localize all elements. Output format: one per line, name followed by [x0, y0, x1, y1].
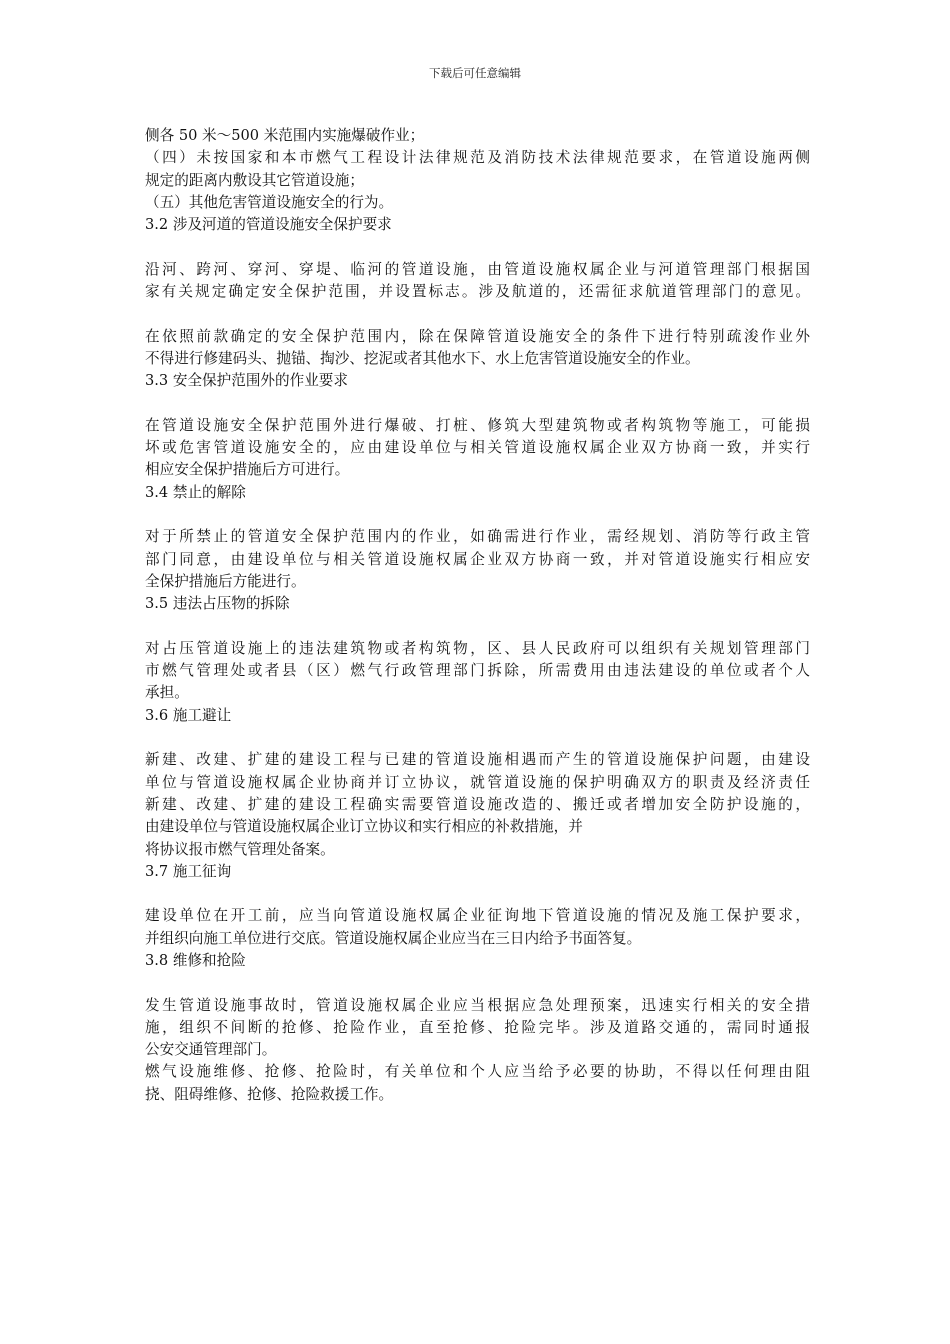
text-line: 坏或危害管道设施安全的，应由建设单位与相关管道设施权属企业双方协商一致，并实行 — [145, 439, 810, 457]
section-heading: 3.7 施工征询 — [145, 862, 232, 880]
document-body — [145, 125, 810, 1106]
blank-line — [145, 972, 810, 994]
text-line: 承担。 — [145, 684, 189, 702]
text-line: 在管道设施安全保护范围外进行爆破、打桩、修筑大型建筑物或者构筑物等施工，可能损 — [145, 416, 810, 434]
text-line: 新建、改建、扩建的建设工程确实需要管道设施改造的、搬迁或者增加安全防护设施的， — [145, 795, 810, 813]
section-heading: 3.5 违法占压物的拆除 — [145, 595, 290, 613]
text-line: 公安交通管理部门。 — [145, 1041, 277, 1059]
text-line: 不得进行修建码头、抛锚、掏沙、挖泥或者其他水下、水上危害管道设施安全的作业。 — [145, 349, 700, 367]
text-line: 家有关规定确定安全保护范围，并设置标志。涉及航道的，还需征求航道管理部门的意见。 — [145, 283, 810, 301]
text-line: 发生管道设施事故时，管道设施权属企业应当根据应急处理预案，迅速实行相关的安全措 — [145, 996, 810, 1014]
text-line: 在依照前款确定的安全保护范围内，除在保障管道设施安全的条件下进行特别疏浚作业外 — [145, 327, 810, 345]
page-header: 下载后可任意编辑 — [429, 66, 521, 80]
text-line: 新建、改建、扩建的建设工程与已建的管道设施相遇而产生的管道设施保护问题，由建设 — [145, 751, 810, 769]
text-line: 由建设单位与管道设施权属企业订立协议和实行相应的补救措施，并 — [145, 818, 583, 836]
text-line: 沿河、跨河、穿河、穿堤、临河的管道设施，由管道设施权属企业与河道管理部门根据国 — [145, 260, 810, 278]
section-heading: 3.6 施工避让 — [145, 706, 232, 724]
text-line: （四）未按国家和本市燃气工程设计法律规范及消防技术法律规范要求，在管道设施两侧 — [145, 149, 810, 167]
blank-line — [145, 504, 810, 526]
text-line: 挠、阻碍维修、抢修、抢险救援工作。 — [145, 1085, 394, 1103]
text-line: 建设单位在开工前，应当向管道设施权属企业征询地下管道设施的情况及施工保护要求， — [145, 907, 810, 925]
section-heading: 3.8 维修和抢险 — [145, 951, 246, 969]
blank-line — [145, 727, 810, 749]
text-line: 市燃气管理处或者县（区）燃气行政管理部门拆除，所需费用由违法建设的单位或者个人 — [145, 662, 810, 680]
blank-line — [145, 393, 810, 415]
section-heading: 3.3 安全保护范围外的作业要求 — [145, 372, 348, 390]
blank-line — [145, 883, 810, 905]
text-line: 将协议报市燃气管理处备案。 — [145, 840, 335, 858]
text-line: 规定的距离内敷设其它管道设施； — [145, 171, 364, 189]
text-line: 单位与管道设施权属企业协商并订立协议，就管道设施的保护明确双方的职责及经济责任 — [145, 773, 810, 791]
blank-line — [145, 236, 810, 258]
section-heading: 3.2 涉及河道的管道设施安全保护要求 — [145, 216, 392, 234]
section-heading: 3.4 禁止的解除 — [145, 483, 246, 501]
text-line: 相应安全保护措施后方可进行。 — [145, 461, 350, 479]
text-line: 侧各 50 米～500 米范围内实施爆破作业； — [145, 127, 425, 144]
text-line: 并组织向施工单位进行交底。管道设施权属企业应当在三日内给予书面答复。 — [145, 929, 642, 947]
blank-line — [145, 616, 810, 638]
text-line: 全保护措施后方能进行。 — [145, 572, 306, 590]
blank-line — [145, 303, 810, 325]
text-line: 对占压管道设施上的违法建筑物或者构筑物，区、县人民政府可以组织有关规划管理部门 — [145, 639, 810, 657]
text-line: 施，组织不间断的抢修、抢险作业，直至抢修、抢险完毕。涉及道路交通的，需同时通报 — [145, 1018, 810, 1036]
text-line: 部门同意，由建设单位与相关管道设施权属企业双方协商一致，并对管道设施实行相应安 — [145, 550, 810, 568]
text-line: 对于所禁止的管道安全保护范围内的作业，如确需进行作业，需经规划、消防等行政主管 — [145, 528, 810, 546]
text-line: 燃气设施维修、抢修、抢险时，有关单位和个人应当给予必要的协助，不得以任何理由阻 — [145, 1063, 810, 1081]
text-line: （五）其他危害管道设施安全的行为。 — [145, 193, 394, 211]
